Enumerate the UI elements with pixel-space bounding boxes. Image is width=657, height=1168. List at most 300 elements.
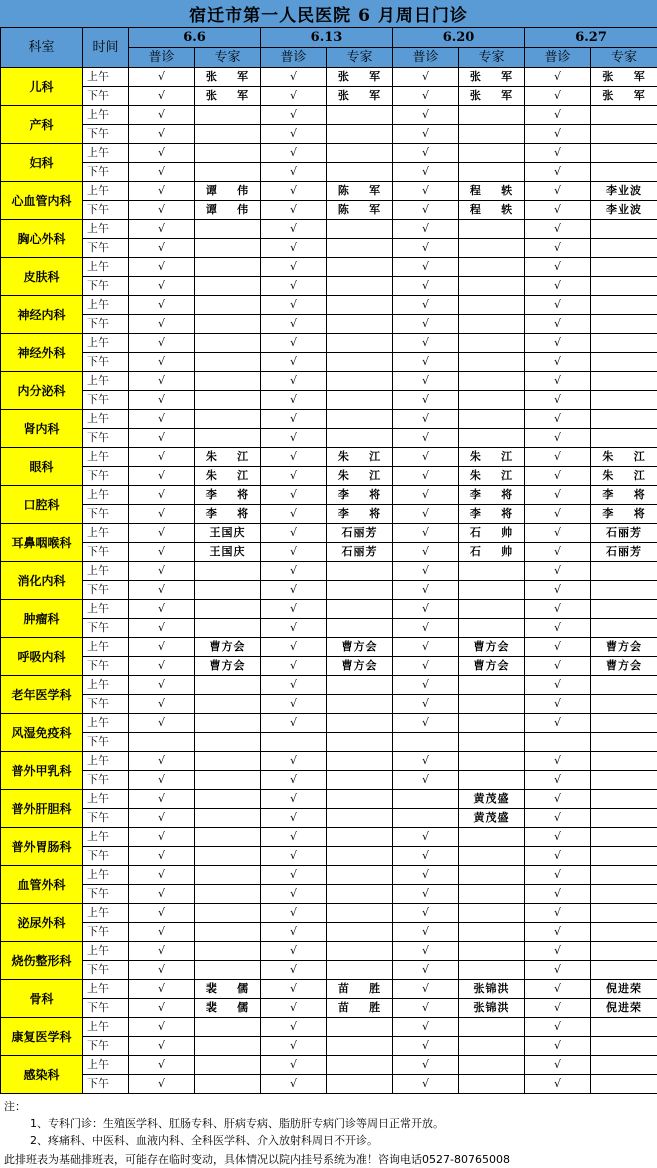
general-clinic-cell: √ [129,87,195,106]
expert-doctor-cell [195,296,261,315]
expert-doctor-cell [459,372,525,391]
general-clinic-cell: √ [525,1075,591,1094]
date-header: 6.6 [129,28,261,48]
general-clinic-cell: √ [525,334,591,353]
expert-doctor-cell: 陈 军 [327,201,393,220]
general-clinic-cell: √ [525,429,591,448]
general-clinic-cell: √ [261,676,327,695]
expert-doctor-cell [591,410,657,429]
general-clinic-cell [393,733,459,752]
general-clinic-cell: √ [393,600,459,619]
general-clinic-cell: √ [525,543,591,562]
general-clinic-cell: √ [261,847,327,866]
general-clinic-cell: √ [525,87,591,106]
expert-doctor-cell [327,904,393,923]
schedule-row [1,809,657,828]
general-clinic-cell: √ [393,904,459,923]
expert-doctor-cell [459,1075,525,1094]
expert-doctor-cell [459,106,525,125]
expert-doctor-cell [459,752,525,771]
general-clinic-cell: √ [393,885,459,904]
general-clinic-cell: √ [525,923,591,942]
general-clinic-cell: √ [129,961,195,980]
department-name: 神经外科 [1,334,83,372]
note-item: 1、专科门诊：生殖医学科、肛肠专科、肝病专病、脂肪肝专病门诊等周日正常开放。 [30,1115,444,1131]
expert-doctor-cell [195,239,261,258]
expert-doctor-cell [327,220,393,239]
schedule-row [1,885,657,904]
expert-doctor-cell [195,752,261,771]
general-clinic-cell: √ [129,1056,195,1075]
expert-doctor-cell [591,296,657,315]
general-clinic-cell [129,733,195,752]
general-clinic-cell: √ [525,410,591,429]
department-name: 肾内科 [1,410,83,448]
general-clinic-header: 普诊 [261,48,327,68]
expert-doctor-cell [591,581,657,600]
general-clinic-cell: √ [393,619,459,638]
schedule-row [1,980,657,999]
general-clinic-cell: √ [129,904,195,923]
time-slot: 上午 [83,866,129,885]
expert-doctor-cell [195,847,261,866]
expert-doctor-cell [591,866,657,885]
general-clinic-cell: √ [129,1075,195,1094]
expert-doctor-cell [327,296,393,315]
general-clinic-cell: √ [261,106,327,125]
expert-doctor-cell [195,828,261,847]
general-clinic-cell: √ [393,220,459,239]
general-clinic-cell: √ [129,809,195,828]
expert-doctor-cell: 石 帅 [459,543,525,562]
expert-doctor-cell [195,676,261,695]
expert-doctor-cell [327,277,393,296]
time-slot: 上午 [83,106,129,125]
expert-doctor-cell: 曹方会 [459,638,525,657]
expert-doctor-cell [591,733,657,752]
expert-doctor-cell [195,809,261,828]
expert-doctor-cell [459,866,525,885]
time-slot: 下午 [83,125,129,144]
expert-doctor-cell: 李 将 [327,505,393,524]
general-clinic-cell: √ [525,961,591,980]
expert-doctor-cell [195,733,261,752]
expert-doctor-cell: 曹方会 [327,657,393,676]
expert-doctor-cell [327,1018,393,1037]
general-clinic-cell: √ [261,961,327,980]
expert-doctor-cell: 朱 江 [195,448,261,467]
schedule-row [1,676,657,695]
general-clinic-cell: √ [525,676,591,695]
expert-doctor-cell [591,619,657,638]
time-slot: 上午 [83,714,129,733]
schedule-row [1,448,657,467]
dept-header: 科室 [1,28,83,68]
notes-section [0,1093,657,1168]
expert-doctor-cell [327,866,393,885]
expert-doctor-cell [459,277,525,296]
expert-doctor-cell [195,410,261,429]
schedule-row [1,486,657,505]
schedule-row [1,467,657,486]
general-clinic-cell: √ [261,1037,327,1056]
expert-doctor-cell [327,676,393,695]
department-name: 妇科 [1,144,83,182]
general-clinic-cell: √ [261,752,327,771]
general-clinic-cell: √ [129,239,195,258]
expert-doctor-cell [327,942,393,961]
expert-doctor-cell: 石丽芳 [591,543,657,562]
expert-doctor-cell [591,771,657,790]
general-clinic-cell: √ [129,258,195,277]
general-clinic-cell: √ [261,467,327,486]
time-slot: 下午 [83,353,129,372]
expert-doctor-cell [459,220,525,239]
general-clinic-cell: √ [129,1037,195,1056]
department-name: 胸心外科 [1,220,83,258]
time-slot: 上午 [83,600,129,619]
general-clinic-cell: √ [129,68,195,87]
general-clinic-cell: √ [393,676,459,695]
expert-doctor-cell: 谭 伟 [195,182,261,201]
expert-doctor-cell [459,904,525,923]
expert-doctor-cell: 曹方会 [591,657,657,676]
department-name: 儿科 [1,68,83,106]
general-clinic-cell: √ [525,106,591,125]
expert-doctor-cell: 王国庆 [195,524,261,543]
general-clinic-cell: √ [525,505,591,524]
expert-doctor-cell: 苗 胜 [327,980,393,999]
schedule-row [1,638,657,657]
time-slot: 上午 [83,980,129,999]
general-clinic-cell: √ [393,543,459,562]
expert-doctor-cell [459,334,525,353]
expert-doctor-cell: 朱 江 [459,467,525,486]
expert-doctor-cell [591,220,657,239]
general-clinic-cell: √ [129,828,195,847]
expert-doctor-cell: 张 军 [195,87,261,106]
general-clinic-cell: √ [525,182,591,201]
general-clinic-cell: √ [393,657,459,676]
expert-doctor-cell: 裴 儒 [195,980,261,999]
expert-doctor-cell: 苗 胜 [327,999,393,1018]
time-slot: 上午 [83,334,129,353]
general-clinic-cell: √ [129,695,195,714]
general-clinic-cell: √ [261,809,327,828]
general-clinic-cell: √ [393,752,459,771]
general-clinic-header: 普诊 [525,48,591,68]
general-clinic-cell [261,733,327,752]
general-clinic-cell: √ [129,429,195,448]
time-header: 时间 [83,28,129,68]
expert-doctor-cell [591,562,657,581]
time-slot: 下午 [83,619,129,638]
general-clinic-cell: √ [525,277,591,296]
general-clinic-cell: √ [525,619,591,638]
department-name: 普外胃肠科 [1,828,83,866]
schedule-row [1,182,657,201]
time-slot: 上午 [83,410,129,429]
expert-doctor-cell [195,372,261,391]
department-name: 消化内科 [1,562,83,600]
expert-doctor-cell [459,391,525,410]
general-clinic-cell: √ [393,980,459,999]
expert-doctor-cell: 李业波 [591,182,657,201]
expert-doctor-cell: 朱 江 [327,448,393,467]
time-slot: 上午 [83,1056,129,1075]
general-clinic-cell: √ [261,391,327,410]
general-clinic-cell: √ [261,125,327,144]
expert-doctor-cell [459,619,525,638]
general-clinic-cell: √ [525,847,591,866]
expert-doctor-cell [591,106,657,125]
expert-doctor-cell: 张 军 [459,87,525,106]
expert-doctor-cell: 朱 江 [327,467,393,486]
general-clinic-cell: √ [129,771,195,790]
expert-doctor-cell [195,220,261,239]
schedule-row [1,239,657,258]
expert-doctor-cell [459,695,525,714]
department-name: 产科 [1,106,83,144]
expert-doctor-cell [591,277,657,296]
general-clinic-cell: √ [525,220,591,239]
expert-doctor-cell [195,581,261,600]
general-clinic-cell: √ [393,486,459,505]
general-clinic-cell: √ [261,68,327,87]
general-clinic-cell: √ [393,942,459,961]
expert-doctor-cell [327,334,393,353]
general-clinic-cell: √ [261,87,327,106]
expert-doctor-cell [327,1075,393,1094]
general-clinic-cell: √ [393,505,459,524]
schedule-row [1,581,657,600]
schedule-row [1,562,657,581]
expert-doctor-cell: 李 将 [459,505,525,524]
general-clinic-cell: √ [525,657,591,676]
expert-doctor-cell: 程 轶 [459,201,525,220]
schedule-row [1,733,657,752]
expert-doctor-cell [327,106,393,125]
department-name: 神经内科 [1,296,83,334]
expert-doctor-cell [327,372,393,391]
general-clinic-cell [393,790,459,809]
general-clinic-cell: √ [261,581,327,600]
general-clinic-cell: √ [261,220,327,239]
general-clinic-cell: √ [261,600,327,619]
schedule-row [1,334,657,353]
expert-doctor-cell [195,258,261,277]
general-clinic-cell: √ [261,980,327,999]
general-clinic-cell: √ [393,923,459,942]
time-slot: 上午 [83,942,129,961]
expert-doctor-cell [591,847,657,866]
general-clinic-cell: √ [393,714,459,733]
department-name: 风湿免疫科 [1,714,83,752]
general-clinic-cell: √ [525,68,591,87]
expert-doctor-cell [459,885,525,904]
schedule-row [1,961,657,980]
expert-doctor-cell [459,714,525,733]
expert-doctor-cell [459,1037,525,1056]
time-slot: 下午 [83,505,129,524]
general-clinic-header: 普诊 [393,48,459,68]
expert-doctor-cell [327,163,393,182]
expert-doctor-cell: 倪进荣 [591,980,657,999]
expert-doctor-cell [591,885,657,904]
general-clinic-cell: √ [393,201,459,220]
general-clinic-cell: √ [393,1056,459,1075]
general-clinic-cell: √ [129,790,195,809]
department-name: 普外甲乳科 [1,752,83,790]
expert-doctor-cell [195,277,261,296]
expert-doctor-cell [591,372,657,391]
department-name: 眼科 [1,448,83,486]
expert-doctor-cell [195,714,261,733]
expert-doctor-cell: 张 军 [591,87,657,106]
expert-doctor-cell: 朱 江 [591,467,657,486]
general-clinic-cell: √ [393,391,459,410]
general-clinic-cell: √ [129,562,195,581]
general-clinic-cell: √ [129,144,195,163]
time-slot: 下午 [83,581,129,600]
expert-doctor-cell [327,315,393,334]
expert-doctor-cell [459,163,525,182]
general-clinic-cell: √ [393,372,459,391]
general-clinic-cell: √ [261,923,327,942]
time-slot: 上午 [83,790,129,809]
expert-doctor-cell [195,163,261,182]
expert-doctor-cell [591,828,657,847]
time-slot: 下午 [83,657,129,676]
expert-doctor-cell: 曹方会 [195,657,261,676]
general-clinic-cell: √ [261,714,327,733]
general-clinic-cell: √ [261,353,327,372]
time-slot: 下午 [83,239,129,258]
general-clinic-cell: √ [525,486,591,505]
time-slot: 下午 [83,467,129,486]
schedule-row [1,904,657,923]
expert-doctor-cell: 石 帅 [459,524,525,543]
general-clinic-cell [525,733,591,752]
general-clinic-cell: √ [261,866,327,885]
general-clinic-cell: √ [261,429,327,448]
general-clinic-cell: √ [261,315,327,334]
general-clinic-cell: √ [261,790,327,809]
expert-doctor-cell [459,258,525,277]
expert-doctor-cell [591,1056,657,1075]
general-clinic-cell: √ [525,790,591,809]
department-name: 骨科 [1,980,83,1018]
time-slot: 上午 [83,904,129,923]
expert-doctor-cell [591,714,657,733]
note-item: 2、疼痛科、中医科、血液内科、全科医学科、介入放射科周日不开诊。 [30,1132,378,1148]
general-clinic-cell: √ [261,258,327,277]
schedule-row [1,429,657,448]
expert-doctor-cell: 张锦洪 [459,980,525,999]
expert-doctor-cell [591,600,657,619]
general-clinic-cell: √ [393,695,459,714]
time-slot: 下午 [83,543,129,562]
expert-doctor-cell [327,961,393,980]
schedule-row [1,277,657,296]
expert-doctor-cell [459,429,525,448]
general-clinic-cell: √ [129,353,195,372]
expert-doctor-cell [459,1018,525,1037]
general-clinic-cell: √ [393,448,459,467]
expert-doctor-cell [195,353,261,372]
time-slot: 上午 [83,182,129,201]
general-clinic-cell: √ [525,999,591,1018]
expert-doctor-cell [327,258,393,277]
general-clinic-cell: √ [525,600,591,619]
general-clinic-cell: √ [393,239,459,258]
expert-doctor-cell: 李 将 [459,486,525,505]
expert-doctor-cell: 张 军 [327,87,393,106]
expert-doctor-cell: 谭 伟 [195,201,261,220]
expert-doctor-cell [327,125,393,144]
expert-doctor-cell [459,923,525,942]
general-clinic-cell: √ [393,467,459,486]
schedule-table [0,27,657,1094]
general-clinic-cell: √ [525,201,591,220]
general-clinic-cell: √ [393,68,459,87]
expert-doctor-cell [459,410,525,429]
general-clinic-cell: √ [129,220,195,239]
expert-doctor-cell [327,353,393,372]
expert-doctor-cell [459,296,525,315]
date-header: 6.20 [393,28,525,48]
schedule-row [1,828,657,847]
expert-doctor-cell [327,600,393,619]
schedule-row [1,866,657,885]
general-clinic-cell: √ [129,714,195,733]
expert-doctor-cell [327,885,393,904]
expert-doctor-cell [195,1056,261,1075]
general-clinic-cell: √ [393,847,459,866]
general-clinic-cell: √ [393,353,459,372]
department-name: 烧伤整形科 [1,942,83,980]
schedule-row [1,144,657,163]
schedule-row [1,999,657,1018]
general-clinic-cell: √ [525,163,591,182]
schedule-row [1,296,657,315]
general-clinic-cell: √ [129,334,195,353]
schedule-row [1,353,657,372]
general-clinic-cell: √ [129,980,195,999]
time-slot: 下午 [83,1075,129,1094]
expert-doctor-cell [195,391,261,410]
time-slot: 上午 [83,296,129,315]
expert-doctor-cell: 朱 江 [195,467,261,486]
schedule-row [1,505,657,524]
expert-doctor-cell: 倪进荣 [591,999,657,1018]
expert-doctor-cell: 张 军 [459,68,525,87]
expert-doctor-cell [591,1037,657,1056]
expert-doctor-cell [327,752,393,771]
expert-doctor-cell [591,942,657,961]
schedule-row [1,923,657,942]
expert-doctor-cell [327,733,393,752]
general-clinic-cell: √ [261,277,327,296]
general-clinic-cell: √ [129,296,195,315]
time-slot: 上午 [83,258,129,277]
expert-doctor-cell [195,315,261,334]
expert-doctor-cell: 程 轶 [459,182,525,201]
general-clinic-cell: √ [261,144,327,163]
time-slot: 下午 [83,391,129,410]
department-name: 心血管内科 [1,182,83,220]
general-clinic-cell: √ [525,467,591,486]
